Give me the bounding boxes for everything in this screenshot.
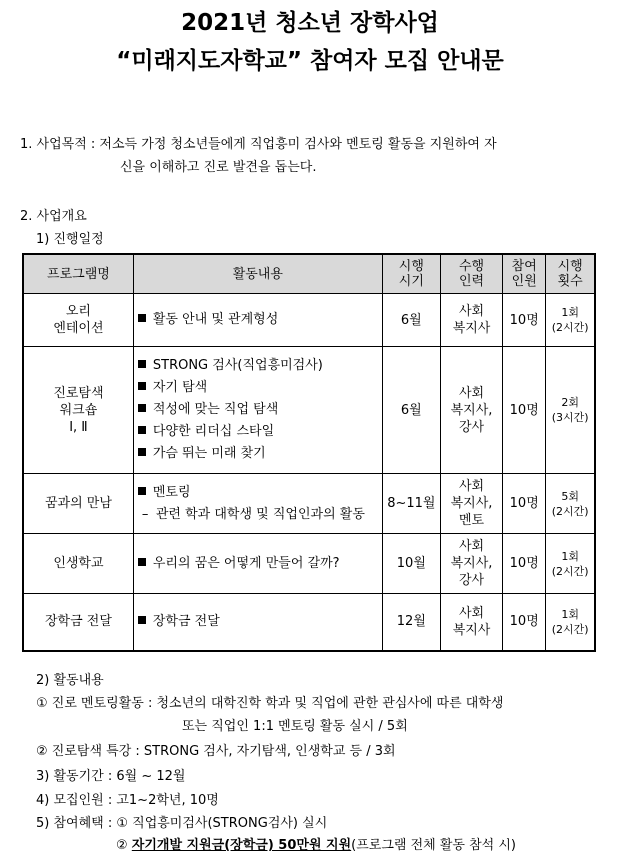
period-cell xyxy=(382,534,440,594)
activity-item xyxy=(138,399,382,421)
count-value: 5회 (2시간) xyxy=(551,489,589,518)
activity-text: STRONG 검사(직업흥미검사) xyxy=(152,358,323,373)
people-cell xyxy=(503,347,546,474)
period-cell xyxy=(382,474,440,534)
header-label: 수행 인력 xyxy=(458,259,485,289)
activity-text: 적성에 맞는 직업 탐색 xyxy=(152,402,279,417)
activity-subitem xyxy=(142,504,382,526)
activity-item xyxy=(138,421,382,443)
purpose-line1: 1. 사업목적 : 저소득 가정 청소년들에게 직업흥미 검사와 멘토링 활동을 지원하여 자 xyxy=(20,137,497,152)
people-value: 10명 xyxy=(509,312,539,328)
activity-item xyxy=(138,482,382,504)
header-label: 시행 시기 xyxy=(398,259,424,289)
header-count xyxy=(546,254,595,294)
table-row xyxy=(23,534,595,594)
benefit-highlight: 자기개발 지원금(장학금) 50만원 지원 xyxy=(131,838,352,853)
period-value: 8~11월 xyxy=(387,496,436,511)
activity-item-1-cont: 또는 직업인 1:1 멘토링 활동 실시 / 5회 xyxy=(182,719,408,734)
count-value: 1회 (2시간) xyxy=(551,607,589,636)
table-row xyxy=(23,347,595,474)
period-value: 12월 xyxy=(396,614,426,630)
count-value: 1회 (2시간) xyxy=(551,549,589,578)
period-value: 10월 xyxy=(396,556,426,571)
document-title-line2: “미래지도자학교” 참여자 모집 안내문 xyxy=(116,48,504,74)
header-period xyxy=(382,254,440,294)
staff-value: 사회 복지사 xyxy=(452,605,491,638)
staff-value: 사회 복지사 xyxy=(452,304,491,336)
activity-item-1: ① 진로 멘토링활동 : 청소년의 대학진학 학과 및 직업에 관한 관심사에 따른 대학생 xyxy=(36,696,504,711)
activity-item xyxy=(138,553,382,575)
header-label: 시행 횟수 xyxy=(557,259,583,289)
people-cell xyxy=(503,474,546,534)
activity-text: 장학금 전달 xyxy=(152,613,220,629)
people-cell xyxy=(503,294,546,347)
program-name-cell xyxy=(23,534,133,594)
count-value: 1회 (2시간) xyxy=(551,306,589,334)
activity-text: 자기 탐색 xyxy=(152,380,208,395)
square-bullet-icon xyxy=(138,360,146,368)
count-cell xyxy=(546,534,595,594)
program-name: 진로탐색 워크숍 Ⅰ, Ⅱ xyxy=(53,385,104,435)
people-cell xyxy=(503,534,546,594)
table-row xyxy=(23,474,595,534)
table-header-row xyxy=(23,254,595,294)
program-name-cell xyxy=(23,474,133,534)
activity-item xyxy=(138,611,382,633)
activity-item-2: ② 진로탐색 특강 : STRONG 검사, 자기탐색, 인생학교 등 / 3회 xyxy=(36,744,396,759)
period-value: 6월 xyxy=(400,402,422,418)
header-label: 참여 인원 xyxy=(511,259,537,289)
benefit-num: ② xyxy=(116,838,132,853)
square-bullet-icon xyxy=(138,616,146,624)
period-cell xyxy=(382,594,440,651)
activity-cell xyxy=(133,534,382,594)
benefit-line1: 5) 참여혜택 : ① 직업흥미검사(STRONG검사) 실시 xyxy=(36,816,328,831)
schedule-table xyxy=(22,253,596,652)
square-bullet-icon xyxy=(138,558,146,566)
staff-value: 사회 복지사, 멘토 xyxy=(450,479,493,528)
activity-text: 다양한 리더십 스타일 xyxy=(152,424,275,439)
period-cell xyxy=(382,347,440,474)
square-bullet-icon xyxy=(138,314,146,322)
header-label: 프로그램명 xyxy=(47,266,110,282)
dash-bullet-icon: – xyxy=(141,506,149,522)
purpose-line2: 신을 이해하고 진로 발견을 돕는다. xyxy=(120,160,317,175)
activity-text: 우리의 꿈은 어떻게 만들어 갈까? xyxy=(152,555,340,571)
square-bullet-icon xyxy=(138,448,146,456)
square-bullet-icon xyxy=(138,426,146,434)
program-name-cell xyxy=(23,347,133,474)
program-name: 장학금 전달 xyxy=(44,614,112,630)
activity-item xyxy=(138,377,382,399)
activity-item xyxy=(138,443,382,465)
activity-cell xyxy=(133,474,382,534)
count-value: 2회 (3시간) xyxy=(551,396,589,424)
overview-heading: 2. 사업개요 xyxy=(20,209,87,224)
square-bullet-icon xyxy=(138,487,146,495)
table-row xyxy=(23,594,595,651)
staff-value: 사회 복지사, 강사 xyxy=(450,385,493,435)
count-cell xyxy=(546,294,595,347)
benefit-line2 xyxy=(116,834,516,853)
header-people xyxy=(503,254,546,294)
activity-subtext: 관련 학과 대학생 및 직업인과의 활동 xyxy=(155,506,365,522)
header-program xyxy=(23,254,133,294)
staff-cell xyxy=(440,474,502,534)
table-row xyxy=(23,294,595,347)
document-title-line1: 2021년 청소년 장학사업 xyxy=(181,10,439,36)
header-activity xyxy=(133,254,382,294)
staff-value: 사회 복지사, 강사 xyxy=(450,539,493,588)
activity-cell xyxy=(133,347,382,474)
activity-text: 가슴 뛰는 미래 찾기 xyxy=(152,446,266,461)
people-value: 10명 xyxy=(509,614,539,630)
period-cell xyxy=(382,294,440,347)
people-value: 10명 xyxy=(509,402,539,418)
header-staff xyxy=(440,254,502,294)
activity-text: 멘토링 xyxy=(152,484,191,500)
staff-cell xyxy=(440,594,502,651)
program-name: 인생학교 xyxy=(53,556,104,571)
program-name: 꿈과의 만남 xyxy=(44,496,112,511)
count-cell xyxy=(546,594,595,651)
activity-cell xyxy=(133,594,382,651)
activity-item xyxy=(138,355,382,377)
people-value: 10명 xyxy=(509,496,539,511)
activity-item xyxy=(138,309,382,331)
activity-text: 활동 안내 및 관계형성 xyxy=(152,312,279,327)
activity-cell xyxy=(133,294,382,347)
people-value: 10명 xyxy=(509,556,539,571)
staff-cell xyxy=(440,294,502,347)
program-name-cell xyxy=(23,594,133,651)
square-bullet-icon xyxy=(138,404,146,412)
count-cell xyxy=(546,474,595,534)
activities-heading: 2) 활동내용 xyxy=(36,673,104,688)
staff-cell xyxy=(440,347,502,474)
staff-cell xyxy=(440,534,502,594)
program-name-cell xyxy=(23,294,133,347)
people-cell xyxy=(503,594,546,651)
recruit-count: 4) 모집인원 : 고1~2학년, 10명 xyxy=(36,793,219,808)
square-bullet-icon xyxy=(138,382,146,390)
program-name: 오리 엔테이션 xyxy=(53,304,104,336)
benefit-note: (프로그램 전체 활동 참석 시) xyxy=(351,838,516,853)
period-value: 6월 xyxy=(400,312,422,328)
header-label: 활동내용 xyxy=(232,266,283,282)
count-cell xyxy=(546,347,595,474)
schedule-heading: 1) 진행일정 xyxy=(36,232,104,247)
activity-period: 3) 활동기간 : 6월 ~ 12월 xyxy=(36,769,186,784)
